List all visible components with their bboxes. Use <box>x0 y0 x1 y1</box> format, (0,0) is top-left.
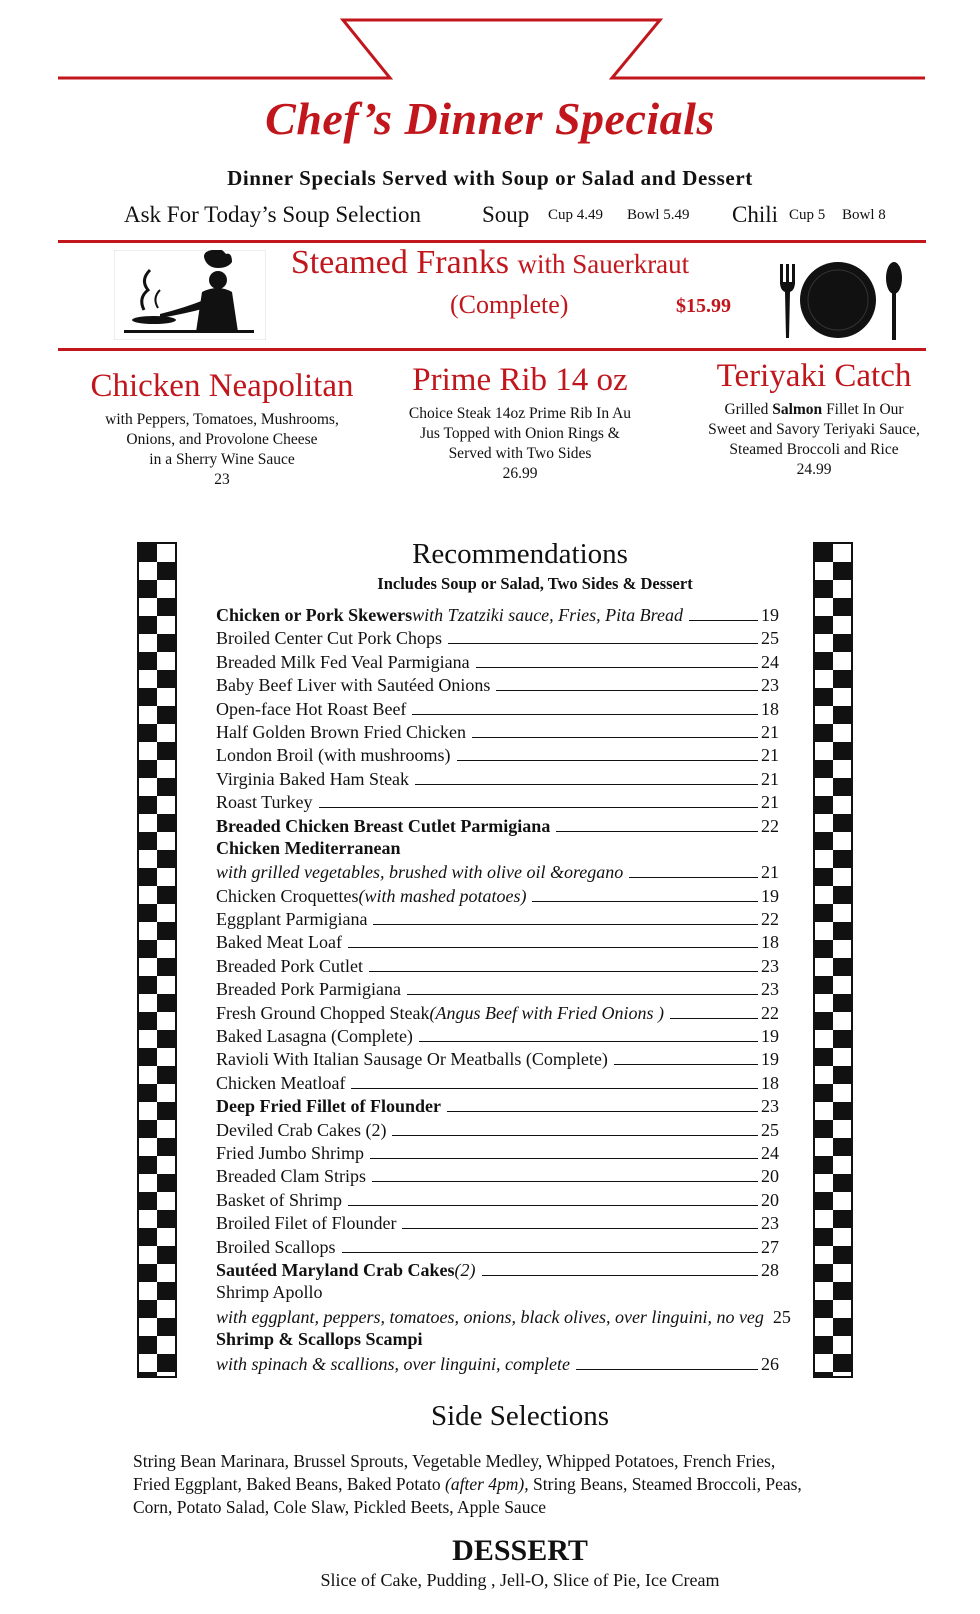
sides-text <box>133 1450 893 1519</box>
menu-item-price: 18 <box>761 932 779 953</box>
special-price: 26.99 <box>502 465 538 482</box>
checker-square <box>815 760 833 778</box>
soup-ask: Ask For Today’s Soup Selection <box>124 202 421 227</box>
checker-square <box>833 1102 851 1120</box>
menu-item-name: Breaded Chicken Breast Cutlet Parmigiana <box>216 815 551 836</box>
menu-item-name: Baby Beef Liver with Sautéed Onions <box>216 675 491 696</box>
checker-square <box>157 1138 175 1156</box>
menu-item-price: 22 <box>761 1002 779 1023</box>
checker-square <box>815 1192 833 1210</box>
checker-square <box>157 1102 175 1120</box>
special-desc-3: Steamed Broccoli and Rice <box>729 441 899 458</box>
sides-title: Side Selections <box>430 1400 609 1432</box>
menu-item <box>216 743 779 766</box>
menu-item <box>216 1001 779 1024</box>
menu-item-leader-line <box>392 1118 758 1136</box>
checker-square <box>157 886 175 904</box>
menu-item-price: 20 <box>761 1166 779 1187</box>
menu-item-price: 21 <box>761 721 779 742</box>
checker-square <box>157 1354 175 1372</box>
recommendations-title: Recommendations <box>412 538 628 570</box>
menu-item-name: Baked Meat Loaf <box>216 932 342 953</box>
checker-square <box>139 1372 157 1376</box>
menu-item-leader-line <box>319 790 758 808</box>
checker-square <box>815 940 833 958</box>
menu-item-price: 18 <box>761 1072 779 1093</box>
checker-square <box>815 1336 833 1354</box>
menu-item-price: 25 <box>761 1119 779 1140</box>
sides-part: String Beans, Steamed Broccoli, Peas, <box>528 1474 802 1494</box>
chili-bowl: Bowl 8 <box>842 207 886 223</box>
checker-square <box>139 1264 157 1282</box>
menu-item <box>216 673 779 696</box>
checker-border-left <box>137 542 177 1378</box>
menu-item-name: Fried Jumbo Shrimp <box>216 1142 365 1163</box>
divider-top <box>58 240 926 243</box>
menu-item-leader-line <box>412 697 758 715</box>
menu-item <box>216 1305 791 1328</box>
menu-item <box>216 930 779 953</box>
checker-square <box>815 616 833 634</box>
checker-square <box>833 1318 851 1336</box>
sides-line-1: String Bean Marinara, Brussel Sprouts, Vegetable Medley, Whipped Potatoes, French Fries, <box>133 1451 776 1471</box>
soup-label: Soup <box>482 202 530 227</box>
menu-item-price: 26 <box>761 1353 779 1374</box>
checker-square <box>139 1300 157 1318</box>
checker-square <box>833 958 851 976</box>
menu-item <box>216 884 779 907</box>
checker-square <box>139 652 157 670</box>
checker-square <box>833 1210 851 1228</box>
checker-square <box>139 1012 157 1030</box>
menu-item-price: 23 <box>761 1213 779 1234</box>
checker-border-right <box>813 542 853 1378</box>
menu-item <box>216 1094 779 1117</box>
menu-item <box>216 860 779 883</box>
desc-part: Fillet In Our <box>822 401 904 418</box>
menu-item-leader-line <box>614 1047 758 1065</box>
menu-item-price: 24 <box>761 1142 779 1163</box>
checker-square <box>815 688 833 706</box>
menu-item-leader-line <box>447 1094 758 1112</box>
menu-item <box>216 814 779 837</box>
menu-item-leader-line <box>348 930 758 948</box>
menu-item-price: 19 <box>761 1026 779 1047</box>
menu-item-leader-line <box>351 1071 758 1089</box>
menu-item-desc: with Tzatziki sauce, Fries, Pita Bread <box>412 605 683 625</box>
checker-square <box>157 814 175 832</box>
special-name: Prime Rib 14 oz <box>412 362 628 398</box>
checker-square <box>157 922 175 940</box>
dessert-text: Slice of Cake, Pudding , Jell-O, Slice of Pie, Ice Cream <box>320 1570 720 1590</box>
menu-item <box>216 1071 779 1094</box>
menu-item <box>216 1047 779 1070</box>
menu-item-desc: with grilled vegetables, brushed with olive oil &oregano <box>216 862 624 883</box>
desc-part: Grilled <box>724 401 773 418</box>
menu-item-leader-line <box>482 1258 758 1276</box>
menu-item-leader-line <box>402 1211 758 1229</box>
special-price: 24.99 <box>796 461 832 478</box>
menu-item-name: Fresh Ground Chopped Steak <box>216 1002 430 1023</box>
special-desc-3: in a Sherry Wine Sauce <box>149 451 295 468</box>
checker-square <box>139 940 157 958</box>
checker-square <box>833 1174 851 1192</box>
menu-item-price: 22 <box>761 909 779 930</box>
menu-item-name: Ravioli With Italian Sausage Or Meatballs (Complete) <box>216 1049 608 1070</box>
menu-item-name: Chicken Meatloaf <box>216 1072 346 1093</box>
checker-square <box>833 1138 851 1156</box>
chili-cup: Cup 5 <box>789 207 826 223</box>
menu-item-name: Chicken Croquettes <box>216 885 359 906</box>
menu-item <box>216 1352 779 1375</box>
menu-item-leader-line <box>476 650 758 668</box>
checker-square <box>157 1246 175 1264</box>
checker-square <box>833 1282 851 1300</box>
menu-item-leader-line <box>629 860 758 878</box>
sides-part-italic: (after 4pm), <box>445 1474 529 1494</box>
menu-item-price: 20 <box>761 1189 779 1210</box>
checker-square <box>139 616 157 634</box>
checker-square <box>139 1336 157 1354</box>
checker-square <box>833 742 851 760</box>
menu-item <box>216 626 779 649</box>
checker-square <box>139 796 157 814</box>
menu-item-name: Breaded Pork Cutlet <box>216 955 363 976</box>
soup-bowl: Bowl 5.49 <box>627 207 690 223</box>
menu-item <box>216 1328 779 1351</box>
menu-item-price: 27 <box>761 1236 779 1257</box>
menu-item-price: 25 <box>772 1306 791 1327</box>
menu-item-leader-line <box>689 603 758 621</box>
checker-square <box>139 760 157 778</box>
menu-item-price: 21 <box>761 792 779 813</box>
menu-item <box>216 767 779 790</box>
menu-item-leader-line <box>556 814 758 832</box>
special-name: Teriyaki Catch <box>716 358 912 394</box>
checker-square <box>157 706 175 724</box>
divider-mid <box>58 348 926 351</box>
special-name: Chicken Neapolitan <box>90 368 354 404</box>
checker-square <box>139 1084 157 1102</box>
menu-item <box>216 650 779 673</box>
checker-square <box>815 1300 833 1318</box>
special-desc-3: Served with Two Sides <box>448 445 592 462</box>
checker-square <box>157 1282 175 1300</box>
special-chicken-neapolitan <box>72 366 372 490</box>
checker-square <box>815 1264 833 1282</box>
menu-item-name: Shrimp Apollo <box>216 1282 323 1303</box>
menu-item-name: Shrimp & Scallops Scampi <box>216 1329 423 1350</box>
checker-square <box>833 850 851 868</box>
checker-square <box>157 850 175 868</box>
menu-item-name: Half Golden Brown Fried Chicken <box>216 721 466 742</box>
menu-item-name: Breaded Pork Parmigiana <box>216 979 401 1000</box>
menu-item-name: Deep Fried Fillet of Flounder <box>216 1096 441 1117</box>
checker-square <box>833 886 851 904</box>
menu-item <box>216 1024 779 1047</box>
menu-item-desc: (Angus Beef with Fried Onions ) <box>429 1002 664 1023</box>
menu-item-name: Sautéed Maryland Crab Cakes <box>216 1259 455 1280</box>
menu-item-price: 23 <box>761 1096 779 1117</box>
checker-square <box>815 1156 833 1174</box>
menu-item <box>216 1118 779 1141</box>
menu-item <box>216 1164 779 1187</box>
menu-item <box>216 1188 779 1211</box>
menu-item-name: Broiled Center Cut Pork Chops <box>216 628 442 649</box>
checker-square <box>833 1354 851 1372</box>
checker-square <box>157 958 175 976</box>
menu-item-price: 19 <box>761 885 779 906</box>
top-banner-ribbon <box>0 0 980 90</box>
menu-item-name: Broiled Filet of Flounder <box>216 1213 397 1234</box>
checker-square <box>815 1048 833 1066</box>
menu-item-leader-line <box>472 720 758 738</box>
menu-item <box>216 1211 779 1234</box>
checker-square <box>833 922 851 940</box>
checker-square <box>815 652 833 670</box>
desc-salmon: Salmon <box>772 401 823 418</box>
special-desc-2: Onions, and Provolone Cheese <box>126 431 318 448</box>
menu-item <box>216 837 779 860</box>
checker-square <box>815 796 833 814</box>
menu-item <box>216 603 779 626</box>
checker-square <box>815 1120 833 1138</box>
menu-item-price: 23 <box>761 955 779 976</box>
sides-line-3: Corn, Potato Salad, Cole Slaw, Pickled Beets, Apple Sauce <box>133 1497 546 1517</box>
menu-item-price: 21 <box>761 862 779 883</box>
menu-item-leader-line <box>372 1164 758 1182</box>
menu-item-leader-line <box>348 1188 758 1206</box>
checker-square <box>815 724 833 742</box>
special-desc-1: Choice Steak 14oz Prime Rib In Au <box>408 405 632 422</box>
menu-item-leader-line <box>419 1024 758 1042</box>
menu-item <box>216 1235 779 1258</box>
feature-name: Steamed Franks <box>290 244 509 281</box>
checker-square <box>139 1048 157 1066</box>
menu-item-name: Roast Turkey <box>216 792 313 813</box>
feature-complete: (Complete) <box>450 290 569 319</box>
checker-square <box>157 1210 175 1228</box>
menu-item-leader-line <box>370 1141 758 1159</box>
checker-square <box>815 1084 833 1102</box>
menu-item-leader-line <box>576 1352 758 1370</box>
menu-item-desc: with spinach & scallions, over linguini, complete <box>216 1353 570 1374</box>
feature-with: with Sauerkraut <box>517 249 690 279</box>
menu-item <box>216 1141 779 1164</box>
checker-square <box>157 994 175 1012</box>
menu-item <box>216 1258 779 1281</box>
recommendations-subtitle: Includes Soup or Salad, Two Sides & Dessert <box>377 574 693 593</box>
menu-item-name: Basket of Shrimp <box>216 1189 342 1210</box>
menu-item-price: 18 <box>761 698 779 719</box>
menu-item-price: 24 <box>761 651 779 672</box>
menu-item-price: 21 <box>761 768 779 789</box>
special-price: 23 <box>214 471 230 488</box>
checker-square <box>157 1030 175 1048</box>
feature-price: $15.99 <box>676 295 731 317</box>
checker-square <box>815 1372 833 1376</box>
checker-square <box>833 814 851 832</box>
menu-item-name: Virginia Baked Ham Steak <box>216 768 410 789</box>
recommendations-list <box>216 603 791 1375</box>
checker-square <box>139 688 157 706</box>
special-desc-1 <box>686 400 942 420</box>
checker-square <box>833 1066 851 1084</box>
checker-square <box>815 976 833 994</box>
menu-item <box>216 790 779 813</box>
menu-item-leader-line <box>369 954 758 972</box>
menu-item <box>216 907 779 930</box>
menu-item-price: 22 <box>761 815 779 836</box>
menu-item <box>216 697 779 720</box>
checker-square <box>139 832 157 850</box>
menu-item-name: Breaded Clam Strips <box>216 1166 366 1187</box>
menu-item-name: Chicken Mediterranean <box>216 837 401 858</box>
menu-item-desc: with eggplant, peppers, tomatoes, onions, black olives, over linguini, no veg <box>216 1306 764 1327</box>
menu-item-leader-line <box>415 767 758 785</box>
checker-square <box>139 1192 157 1210</box>
checker-square <box>157 742 175 760</box>
checker-square <box>815 1012 833 1030</box>
checker-square <box>833 778 851 796</box>
checker-square <box>157 1066 175 1084</box>
checker-square <box>833 1030 851 1048</box>
checker-square <box>139 1156 157 1174</box>
menu-item-name: Eggplant Parmigiana <box>216 909 368 930</box>
menu-item-leader-line <box>448 626 758 644</box>
special-teriyaki-catch <box>686 356 942 480</box>
menu-item-desc: (with mashed potatoes) <box>358 885 527 906</box>
page-title: Chef’s Dinner Specials <box>265 93 715 144</box>
chili-label: Chili <box>732 202 779 227</box>
menu-item-leader-line <box>532 884 758 902</box>
menu-item-name: London Broil (with mushrooms) <box>216 745 451 766</box>
checker-square <box>139 976 157 994</box>
checker-square <box>815 904 833 922</box>
soup-cup: Cup 4.49 <box>548 207 604 223</box>
checker-square <box>157 598 175 616</box>
checker-square <box>139 1228 157 1246</box>
checker-square <box>157 670 175 688</box>
menu-item-name: Deviled Crab Cakes (2) <box>216 1119 387 1140</box>
menu-item-price: 19 <box>761 605 779 625</box>
checker-square <box>833 598 851 616</box>
menu-item-price: 23 <box>761 675 779 696</box>
menu-item-leader-line <box>457 743 759 761</box>
menu-item-leader-line <box>496 673 758 691</box>
specials-subtitle: Dinner Specials Served with Soup or Salad and Dessert <box>227 166 753 190</box>
checker-square <box>815 1228 833 1246</box>
menu-item-name: Open-face Hot Roast Beef <box>216 698 407 719</box>
menu-item-leader-line <box>670 1001 758 1019</box>
menu-item <box>216 954 779 977</box>
menu-item-price: 28 <box>761 1259 779 1280</box>
menu-item-price: 25 <box>761 628 779 649</box>
checker-square <box>157 1318 175 1336</box>
menu-item-name: Baked Lasagna (Complete) <box>216 1026 413 1047</box>
menu-item-leader-line <box>373 907 758 925</box>
menu-item-desc: (2) <box>454 1259 476 1280</box>
menu-item-leader-line <box>342 1235 759 1253</box>
checker-square <box>139 904 157 922</box>
menu-item-name: Broiled Scallops <box>216 1236 336 1257</box>
menu-item-price: 21 <box>761 745 779 766</box>
checker-square <box>157 634 175 652</box>
menu-item-leader-line <box>407 977 758 995</box>
special-desc-2: Jus Topped with Onion Rings & <box>420 425 620 442</box>
menu-item-price: 23 <box>761 979 779 1000</box>
menu-item <box>216 977 779 1000</box>
checker-square <box>815 832 833 850</box>
special-desc-1: with Peppers, Tomatoes, Mushrooms, <box>105 411 339 428</box>
plate-cutlery-icon <box>776 254 906 344</box>
menu-item-name: Chicken or Pork Skewers <box>216 605 413 625</box>
menu-item <box>216 1281 779 1304</box>
checker-square <box>139 1120 157 1138</box>
checker-square <box>833 670 851 688</box>
checker-square <box>157 778 175 796</box>
menu-item-name: Breaded Milk Fed Veal Parmigiana <box>216 651 470 672</box>
dessert-title: DESSERT <box>452 1534 588 1567</box>
checker-square <box>833 706 851 724</box>
checker-square <box>833 994 851 1012</box>
checker-square <box>833 1246 851 1264</box>
checker-square <box>157 1174 175 1192</box>
special-desc-2: Sweet and Savory Teriyaki Sauce, <box>708 421 920 438</box>
checker-square <box>139 868 157 886</box>
menu-item <box>216 720 779 743</box>
sides-line-2 <box>133 1473 893 1496</box>
sides-part: Fried Eggplant, Baked Beans, Baked Potato <box>133 1474 446 1494</box>
checker-square <box>139 724 157 742</box>
checker-square <box>833 634 851 652</box>
menu-item-price: 19 <box>761 1049 779 1070</box>
checker-square <box>815 868 833 886</box>
special-prime-rib <box>385 360 655 484</box>
